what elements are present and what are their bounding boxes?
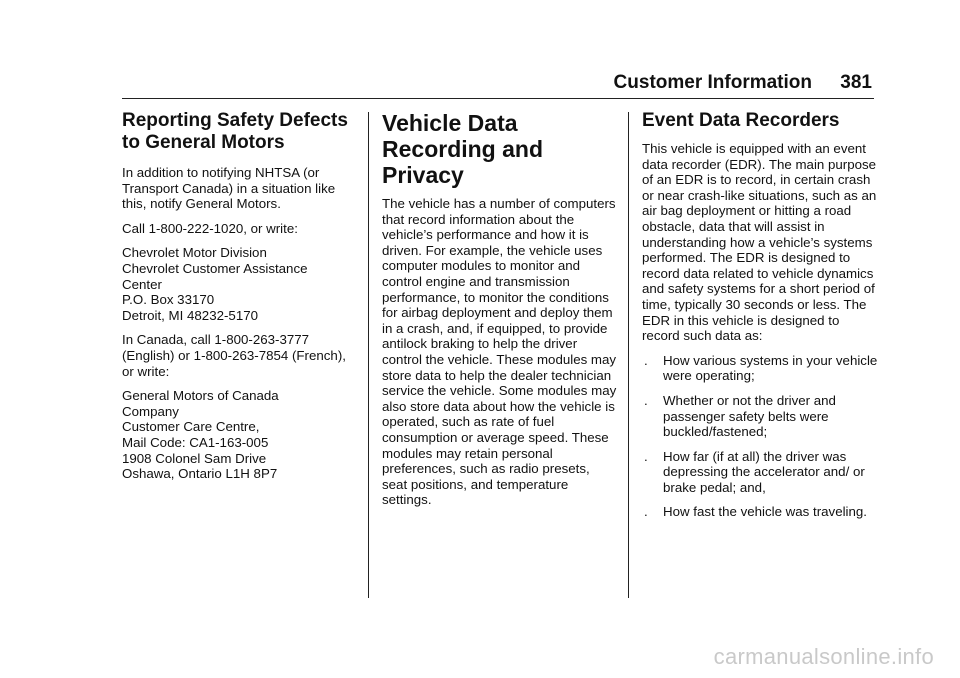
list-item: . How various systems in your vehicle were operating;: [644, 352, 878, 384]
watermark: carmanualsonline.info: [713, 644, 934, 669]
call-us-paragraph: Call 1-800-222-1020, or write:: [122, 220, 298, 236]
section-title: Customer Information: [613, 72, 812, 93]
intro-paragraph: In addition to notifying NHTSA (or Transport Canada) in a situation like this, notify General Motors.: [122, 165, 336, 212]
bullet-icon: .: [644, 504, 648, 520]
page-number: 381: [840, 72, 872, 93]
us-mailing-address: Chevrolet Motor Division Chevrolet Customer Assistance Center P.O. Box 33170 Detroit, MI 48232-5170: [122, 245, 308, 323]
page-header: [122, 70, 874, 99]
column-divider: [368, 112, 369, 598]
column-event-data-recorders: [642, 110, 878, 529]
edr-paragraph: This vehicle is equipped with an event data recorder (EDR). The main purpose of an EDR is to record, in certain crash or near crash-like situations, such as an air bag deployment or hitting a road obstacle, data that will assist in understanding how a vehicle’s systems performed. The EDR is designed to record data related to vehicle dynamics and safety systems for a short period of time, typically 30 seconds or less. The EDR in this vehicle is designed to record such data as:: [642, 141, 877, 344]
list-item: . How far (if at all) the driver was depressing the accelerator and/ or brake pedal; and,: [644, 448, 865, 495]
edr-data-list: [642, 353, 878, 520]
vehicle-data-paragraph: The vehicle has a number of computers that record information about the vehicle’s performance and how it is driven. For example, the vehicle uses computer modules to monitor and control engine and transmission performance, to monitor the conditions for airbag deployment and deploy them in a crash, and, if equipped, to provide antilock braking to help the driver control the vehicle. These modules may store data to help the dealer technician service the vehicle. Some modules may also store data about how the vehicle is operated, such as rate of fuel consumption or average speed. These modules may retain personal preferences, such as radio presets, seat positions, and temperature settings.: [382, 196, 617, 508]
canada-mailing-address: General Motors of Canada Company Customer Care Centre, Mail Code: CA1-163-005 1908 Colonel Sam Drive Oshawa, Ontario L1H 8P7: [122, 388, 279, 482]
heading-vehicle-data-recording: Vehicle Data Recording and Privacy: [382, 110, 544, 188]
heading-reporting-safety-defects: Reporting Safety Defects to General Motors: [122, 110, 348, 153]
bullet-icon: .: [644, 392, 648, 408]
list-item: . Whether or not the driver and passenger safety belts were buckled/fastened;: [644, 392, 836, 440]
column-divider: [628, 112, 629, 598]
bullet-icon: .: [644, 448, 648, 464]
column-vehicle-data: [382, 110, 618, 517]
list-item: . How fast the vehicle was traveling.: [644, 504, 867, 520]
heading-event-data-recorders: Event Data Recorders: [642, 110, 840, 131]
column-safety-defects: [122, 110, 358, 491]
call-canada-paragraph: In Canada, call 1-800-263-3777 (English) or 1-800-263-7854 (French), or write:: [122, 332, 346, 379]
bullet-icon: .: [644, 352, 648, 368]
